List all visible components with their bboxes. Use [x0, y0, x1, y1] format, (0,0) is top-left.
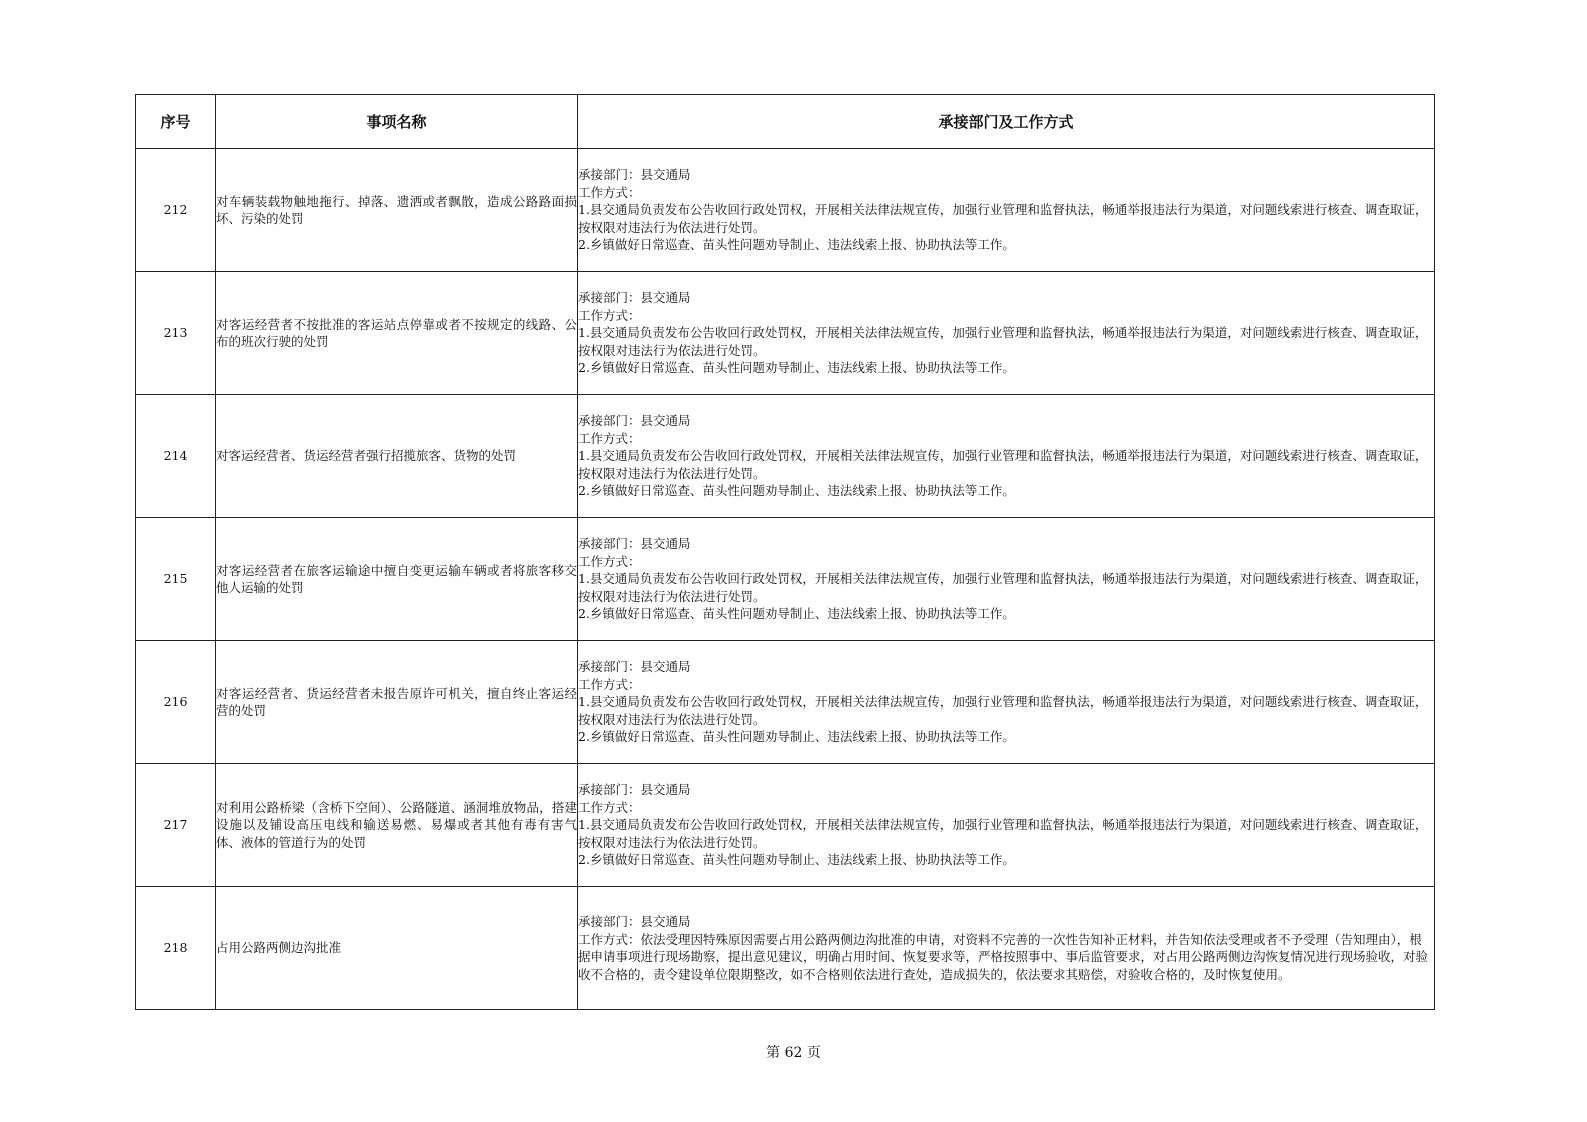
dept-line: 承接部门：县交通局	[578, 290, 691, 306]
row-num: 213	[136, 272, 216, 395]
step1-line: 1.县交通局负责发布公告收回行政处罚权，开展相关法律法规宣传，加强行业管理和监督执法，畅通举报违法行为渠道，对问题线索进行核查、调查取证，按权限对违法行为依法进行处罚。	[578, 571, 1428, 604]
method-line: 工作方式：	[578, 676, 641, 692]
table-header-row	[136, 95, 1435, 149]
step1-line: 1.县交通局负责发布公告收回行政处罚权，开展相关法律法规宣传，加强行业管理和监督执法，畅通举报违法行为渠道，对问题线索进行核查、调查取证，按权限对违法行为依法进行处罚。	[578, 202, 1428, 235]
table-row	[136, 518, 1435, 641]
method-line: 工作方式：	[578, 799, 641, 815]
dept-line: 承接部门：县交通局	[578, 413, 691, 429]
method-line: 工作方式：	[578, 430, 641, 446]
table-row	[136, 395, 1435, 518]
row-num: 214	[136, 395, 216, 518]
dept-line: 承接部门：县交通局	[578, 167, 691, 183]
table-row	[136, 272, 1435, 395]
method-line: 工作方式：依法受理因特殊原因需要占用公路两侧边沟批准的申请，对资料不完善的一次性告知补正材料，并告知依法受理或者不予受理（告知理由），根据申请事项进行现场勘察，提出意见建议，明确占用时间、恢复要求等，严格按照事中、事后监管要求，对占用公路两侧边沟恢复情况进行现场验收，对验收不合格的，责令建设单位限期整改，如不合格则依法进行查处，造成损失的，依法要求其赔偿，对验收合格的，及时恢复使用。	[578, 931, 1429, 982]
step1-line: 1.县交通局负责发布公告收回行政处罚权，开展相关法律法规宣传，加强行业管理和监督执法，畅通举报违法行为渠道，对问题线索进行核查、调查取证，按权限对违法行为依法进行处罚。	[578, 325, 1428, 358]
step2-line: 2.乡镇做好日常巡查、苗头性问题劝导制止、违法线索上报、协助执法等工作。	[578, 360, 1015, 376]
dept-line: 承接部门：县交通局	[578, 782, 691, 798]
row-dept-cell	[578, 764, 1435, 887]
row-num: 216	[136, 641, 216, 764]
table-row	[136, 887, 1435, 1010]
row-num: 212	[136, 149, 216, 272]
row-name: 对客运经营者不按批准的客运站点停靠或者不按规定的线路、公布的班次行驶的处罚	[216, 272, 578, 395]
step2-line: 2.乡镇做好日常巡查、苗头性问题劝导制止、违法线索上报、协助执法等工作。	[578, 483, 1015, 499]
step1-line: 1.县交通局负责发布公告收回行政处罚权，开展相关法律法规宣传，加强行业管理和监督执法，畅通举报违法行为渠道，对问题线索进行核查、调查取证，按权限对违法行为依法进行处罚。	[578, 817, 1428, 850]
step1-line: 1.县交通局负责发布公告收回行政处罚权，开展相关法律法规宣传，加强行业管理和监督执法，畅通举报违法行为渠道，对问题线索进行核查、调查取证，按权限对违法行为依法进行处罚。	[578, 694, 1428, 727]
step1-line: 1.县交通局负责发布公告收回行政处罚权，开展相关法律法规宣传，加强行业管理和监督执法，畅通举报违法行为渠道，对问题线索进行核查、调查取证，按权限对违法行为依法进行处罚。	[578, 448, 1428, 481]
row-name: 对客运经营者、货运经营者未报告原许可机关，擅自终止客运经营的处罚	[216, 641, 578, 764]
step2-line: 2.乡镇做好日常巡查、苗头性问题劝导制止、违法线索上报、协助执法等工作。	[578, 606, 1015, 622]
page-number: 第 62 页	[766, 1045, 821, 1061]
items-table	[135, 94, 1435, 1010]
method-line: 工作方式：	[578, 553, 641, 569]
row-dept-cell	[578, 887, 1435, 1010]
table-row	[136, 764, 1435, 887]
header-dept: 承接部门及工作方式	[578, 95, 1435, 149]
row-name: 对利用公路桥梁（含桥下空间）、公路隧道、涵洞堆放物品，搭建设施以及铺设高压电线和输送易燃、易爆或者其他有毒有害气体、液体的管道行为的处罚	[216, 764, 578, 887]
row-name: 对客运经营者、货运经营者强行招揽旅客、货物的处罚	[216, 395, 578, 518]
row-num: 215	[136, 518, 216, 641]
dept-line: 承接部门：县交通局	[578, 914, 691, 929]
row-name: 对车辆装载物触地拖行、掉落、遗洒或者飘散，造成公路路面损坏、污染的处罚	[216, 149, 578, 272]
row-dept-cell	[578, 641, 1435, 764]
row-name: 对客运经营者在旅客运输途中擅自变更运输车辆或者将旅客移交他人运输的处罚	[216, 518, 578, 641]
row-dept-cell	[578, 272, 1435, 395]
dept-line: 承接部门：县交通局	[578, 659, 691, 675]
row-dept-cell	[578, 518, 1435, 641]
row-num: 217	[136, 764, 216, 887]
row-dept-cell	[578, 149, 1435, 272]
step2-line: 2.乡镇做好日常巡查、苗头性问题劝导制止、违法线索上报、协助执法等工作。	[578, 729, 1015, 745]
header-name: 事项名称	[216, 95, 578, 149]
step2-line: 2.乡镇做好日常巡查、苗头性问题劝导制止、违法线索上报、协助执法等工作。	[578, 237, 1015, 253]
row-name: 占用公路两侧边沟批准	[216, 887, 578, 1010]
method-line: 工作方式：	[578, 184, 641, 200]
dept-line: 承接部门：县交通局	[578, 536, 691, 552]
table-row	[136, 641, 1435, 764]
row-dept-cell	[578, 395, 1435, 518]
table-row	[136, 149, 1435, 272]
step2-line: 2.乡镇做好日常巡查、苗头性问题劝导制止、违法线索上报、协助执法等工作。	[578, 852, 1015, 868]
header-num: 序号	[136, 95, 216, 149]
row-num: 218	[136, 887, 216, 1010]
method-line: 工作方式：	[578, 307, 641, 323]
